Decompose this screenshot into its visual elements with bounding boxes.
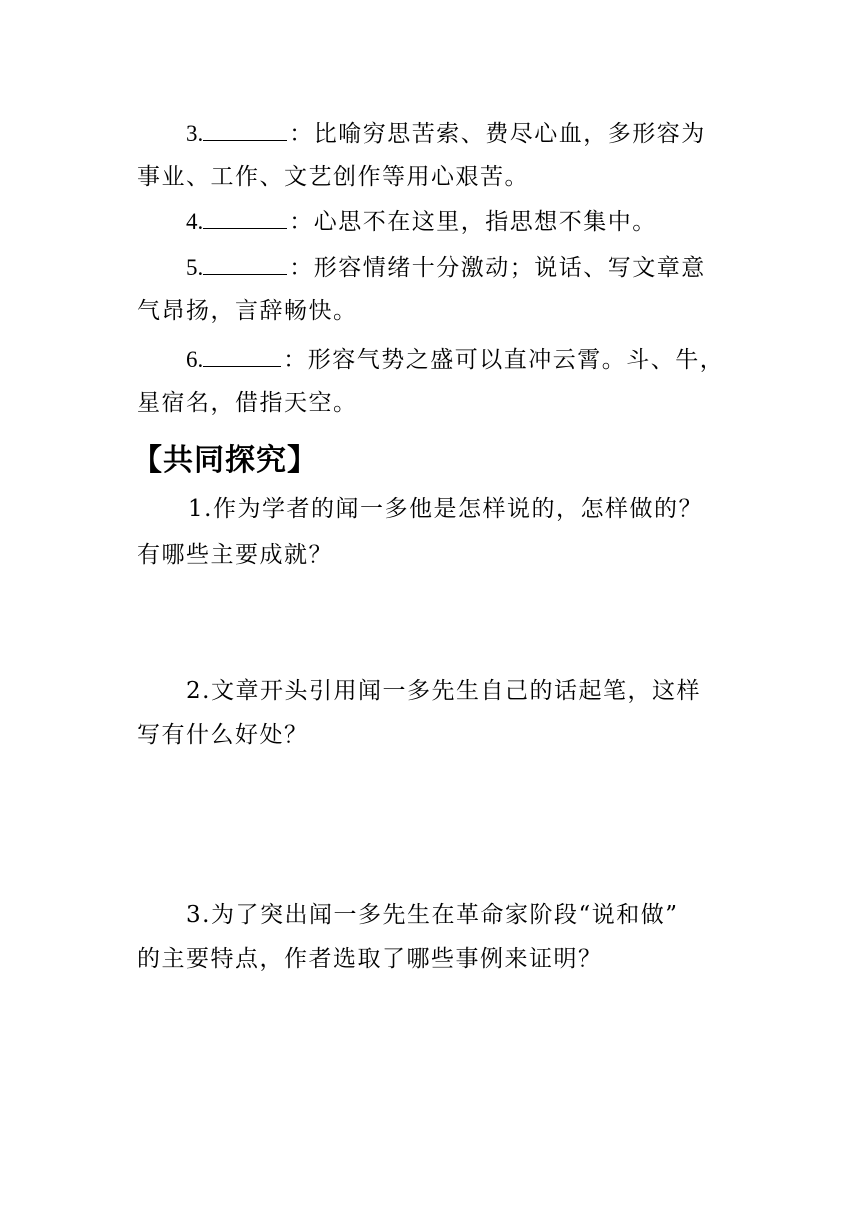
definition-6-number: 6. — [186, 347, 204, 372]
definition-6-line-2: 星宿名，借指天空。 — [137, 390, 358, 416]
definition-6-blank[interactable] — [203, 344, 281, 367]
definition-6-text: ：形容气势之盛可以直冲云霄。斗、牛， — [283, 347, 725, 373]
definition-6-line-1 — [186, 344, 724, 375]
question-1-line-2: 有哪些主要成就？ — [137, 542, 333, 568]
definition-4-line-1 — [186, 206, 657, 237]
definition-3-number: 3. — [186, 121, 204, 146]
definition-3-blank[interactable] — [203, 118, 287, 141]
question-2-line-1: 2.文章开头引用闻一多先生自己的话起笔，这样 — [186, 678, 701, 704]
definition-5-line-1 — [186, 252, 706, 283]
question-2-line-2: 写有什么好处？ — [137, 722, 309, 748]
definition-5-line-2: 气昂扬，言辞畅快。 — [137, 298, 358, 324]
definition-4-number: 4. — [186, 209, 204, 234]
definition-4-text: ：心思不在这里，指思想不集中。 — [289, 209, 657, 235]
definition-3-line-2: 事业、工作、文艺创作等用心艰苦。 — [137, 164, 529, 190]
definition-5-blank[interactable] — [203, 252, 287, 275]
question-3-line-1: 3.为了突出闻一多先生在革命家阶段“说和做” — [186, 902, 679, 928]
definition-3-text: ：比喻穷思苦索、费尽心血，多形容为 — [289, 121, 706, 147]
definition-3-line-1 — [186, 118, 706, 149]
question-1-line-1: 1.作为学者的闻一多他是怎样说的，怎样做的？ — [188, 496, 703, 522]
definition-4-blank[interactable] — [203, 206, 287, 229]
section-title: 【共同探究】 — [132, 443, 318, 478]
question-3-line-2: 的主要特点，作者选取了哪些事例来证明？ — [137, 946, 603, 972]
definition-5-number: 5. — [186, 255, 204, 280]
definition-5-text: ：形容情绪十分激动；说话、写文章意 — [289, 255, 706, 281]
